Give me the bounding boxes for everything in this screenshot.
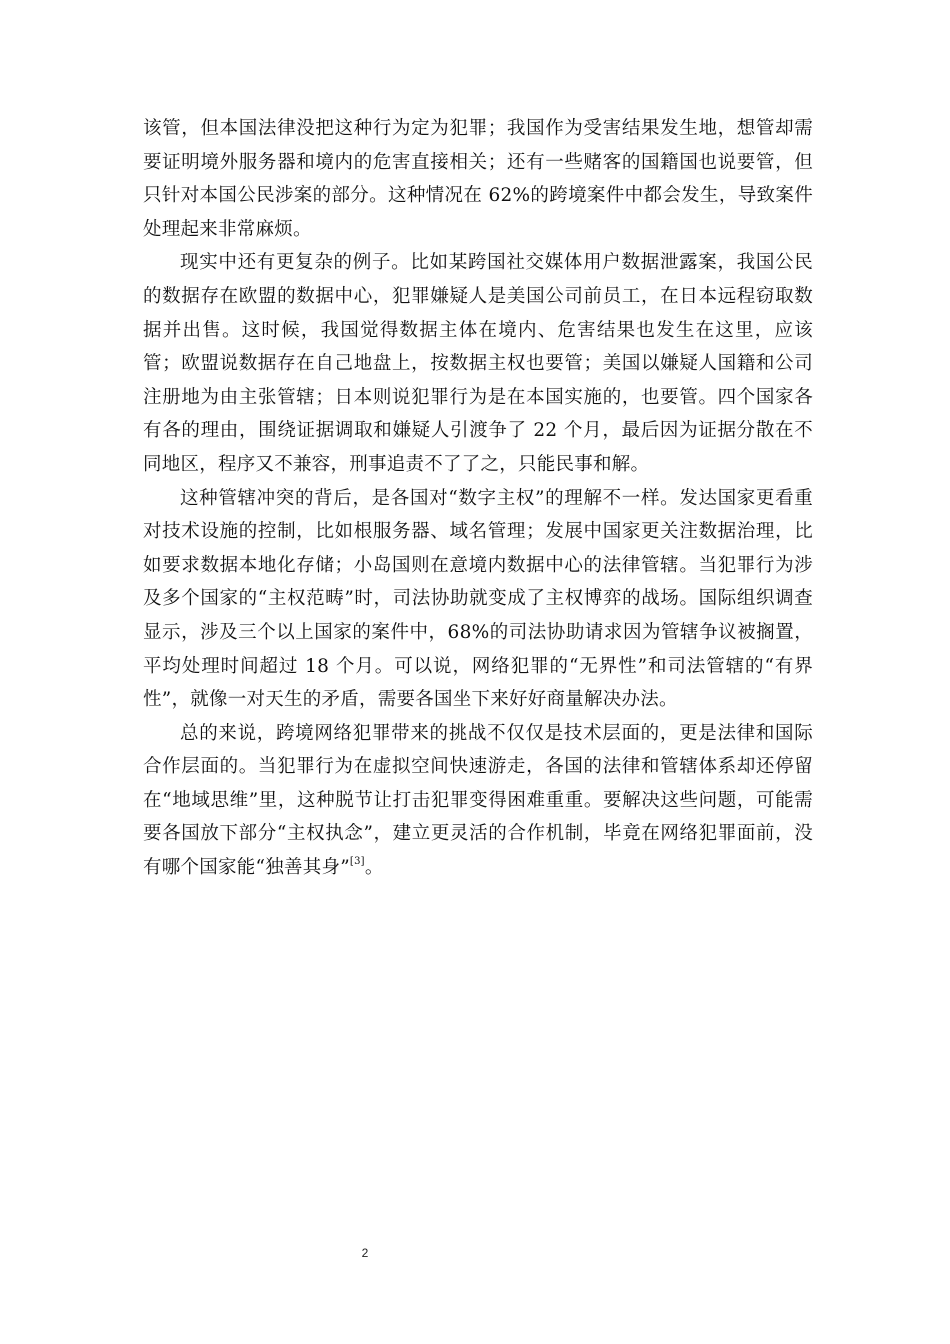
paragraph-continuation: 该管，但本国法律没把这种行为定为犯罪；我国作为受害结果发生地，想管却需要证明境外服务器和境内的危害直接相关；还有一些赌客的国籍国也说要管，但只针对本国公民涉案的部分。这种情况在 62%的跨境案件中都会发生，导致案件处理起来非常麻烦。: [143, 118, 813, 240]
paragraph-conclusion: [143, 717, 813, 885]
page-number: 2: [361, 1246, 369, 1260]
body-text: [143, 112, 813, 885]
paragraph-conclusion-tail: 。: [364, 857, 384, 879]
paragraph-sovereignty: 这种管辖冲突的背后，是各国对“数字主权”的理解不一样。发达国家更看重对技术设施的控制，比如根服务器、域名管理；发展中国家更关注数据治理，比如要求数据本地化存储；小岛国则在意境内数据中心的法律管辖。当犯罪行为涉及多个国家的“主权范畴”时，司法协助就变成了主权博弈的战场。国际组织调查显示，涉及三个以上国家的案件中，68%的司法协助请求因为管辖争议被搁置，平均处理时间超过 18 个月。可以说，网络犯罪的“无界性”和司法管辖的“有界性”，就像一对天生的矛盾，需要各国坐下来好好商量解决办法。: [143, 487, 813, 711]
citation-reference[interactable]: [3]: [349, 855, 365, 867]
paragraph-conclusion-text: 总的来说，跨境网络犯罪带来的挑战不仅仅是技术层面的，更是法律和国际合作层面的。当犯罪行为在虚拟空间快速游走，各国的法律和管辖体系却还停留在“地域思维”里，这种脱节让打击犯罪变得困难重重。要解决这些问题，可能需要各国放下部分“主权执念”，建立更灵活的合作机制，毕竟在网络犯罪面前，没有哪个国家能“独善其身”: [143, 722, 813, 879]
paragraph-example: 现实中还有更复杂的例子。比如某跨国社交媒体用户数据泄露案，我国公民的数据存在欧盟的数据中心，犯罪嫌疑人是美国公司前员工，在日本远程窃取数据并出售。这时候，我国觉得数据主体在境内、危害结果也发生在这里，应该管；欧盟说数据存在自己地盘上，按数据主权也要管；美国以嫌疑人国籍和公司注册地为由主张管辖；日本则说犯罪行为是在本国实施的，也要管。四个国家各有各的理由，围绕证据调取和嫌疑人引渡争了 22 个月，最后因为证据分散在不同地区，程序又不兼容，刑事追责不了了之，只能民事和解。: [143, 252, 813, 475]
